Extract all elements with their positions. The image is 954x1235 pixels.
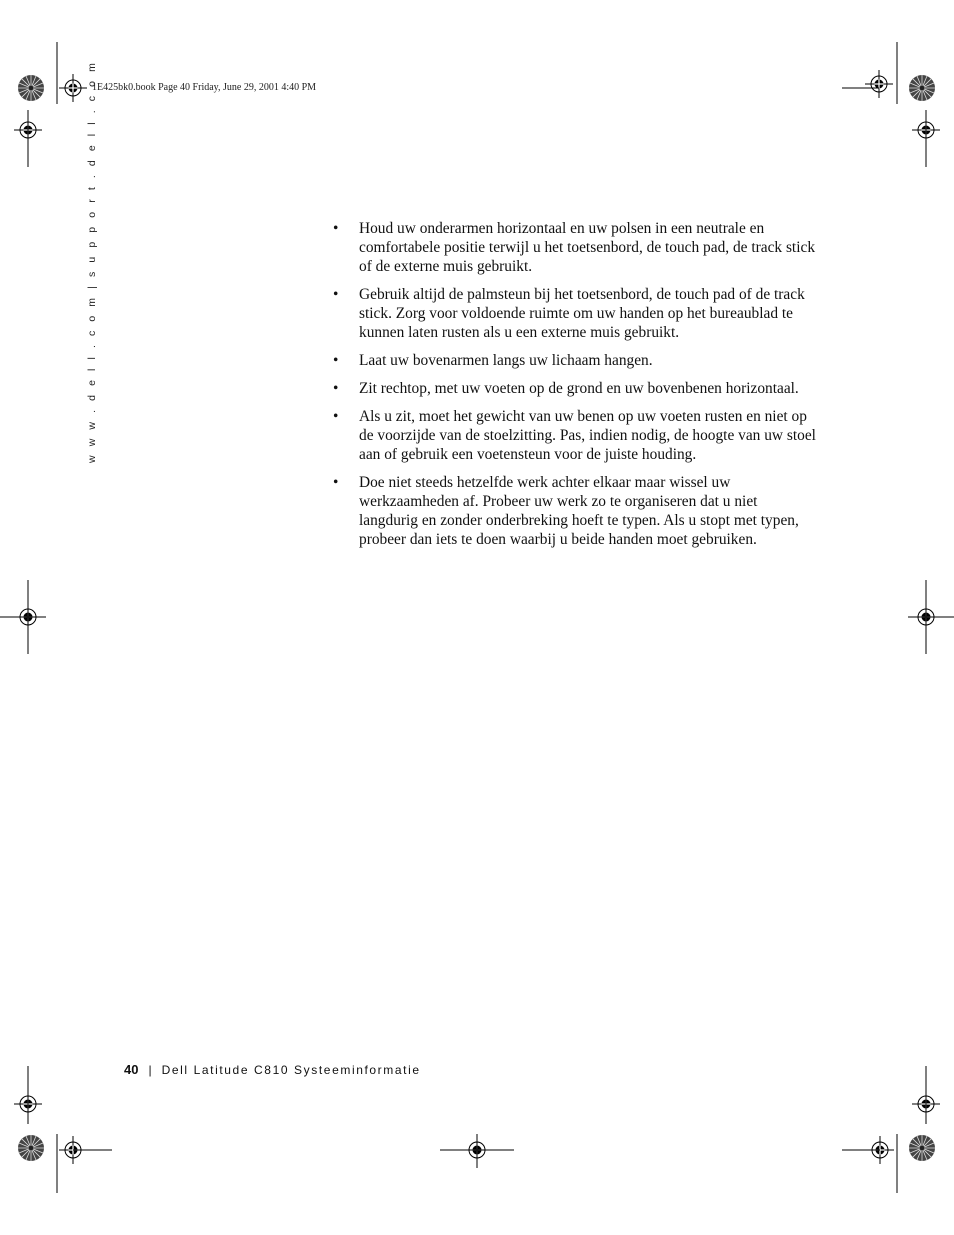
star-target-icon	[18, 75, 44, 101]
page-footer	[124, 1062, 421, 1077]
bullet-icon: •	[333, 408, 339, 425]
list-item	[333, 407, 819, 464]
registration-mark-icon	[865, 70, 893, 98]
star-target-icon	[909, 1135, 935, 1161]
sidebar-url: w w w . d e l l . c o m | s u p p o r t . d e l l . c o m	[86, 60, 98, 463]
list-item-text: Houd uw onderarmen horizontaal en uw polsen in een neutrale en comfortabele positie terwijl u het toetsenbord, de touch pad, de track stick of de externe muis gebruikt.	[359, 220, 816, 275]
bullet-icon: •	[333, 286, 339, 303]
footer-separator: |	[148, 1063, 152, 1077]
star-target-icon	[909, 75, 935, 101]
list-item	[333, 351, 819, 370]
print-slug-header: 1E425bk0.book Page 40 Friday, June 29, 2001 4:40 PM	[92, 82, 317, 93]
list-item	[333, 285, 819, 342]
list-item-text: Gebruik altijd de palmsteun bij het toetsenbord, de touch pad of de track stick. Zorg voor voldoende ruimte om uw handen op het bureaublad te kunnen laten rusten als u een externe muis gebruikt.	[359, 286, 805, 341]
bullet-icon: •	[333, 352, 339, 369]
list-item-text: Doe niet steeds hetzelfde werk achter elkaar maar wissel uw werkzaamheden af. Probeer uw werk zo te organiseren dat u niet langdurig en zonder onderbreking hoeft te typen. Als u stopt met typen, probeer dan iets te doen waarbij u beide handen moet gebruiken.	[359, 474, 799, 548]
list-item	[333, 379, 819, 398]
crop-mark-lines	[0, 42, 954, 1193]
page-number: 40	[124, 1062, 139, 1077]
list-item	[333, 219, 819, 276]
list-item-text: Als u zit, moet het gewicht van uw benen op uw voeten rusten en niet op de voorzijde van de stoelzitting. Pas, indien nodig, de hoogte van uw stoel aan of gebruik een voetensteun voor de juiste houding.	[359, 408, 816, 463]
registration-mark-icon	[59, 74, 87, 102]
list-item-text: Zit rechtop, met uw voeten op de grond en uw bovenbenen horizontaal.	[359, 380, 799, 397]
list-item	[333, 473, 819, 549]
list-item-text: Laat uw bovenarmen langs uw lichaam hangen.	[359, 352, 653, 369]
bullet-icon: •	[333, 474, 339, 491]
star-target-icon	[18, 1135, 44, 1161]
footer-title: Dell Latitude C810 Systeeminformatie	[161, 1063, 421, 1077]
bullet-icon: •	[333, 220, 339, 237]
bullet-list	[333, 219, 819, 558]
bullet-icon: •	[333, 380, 339, 397]
